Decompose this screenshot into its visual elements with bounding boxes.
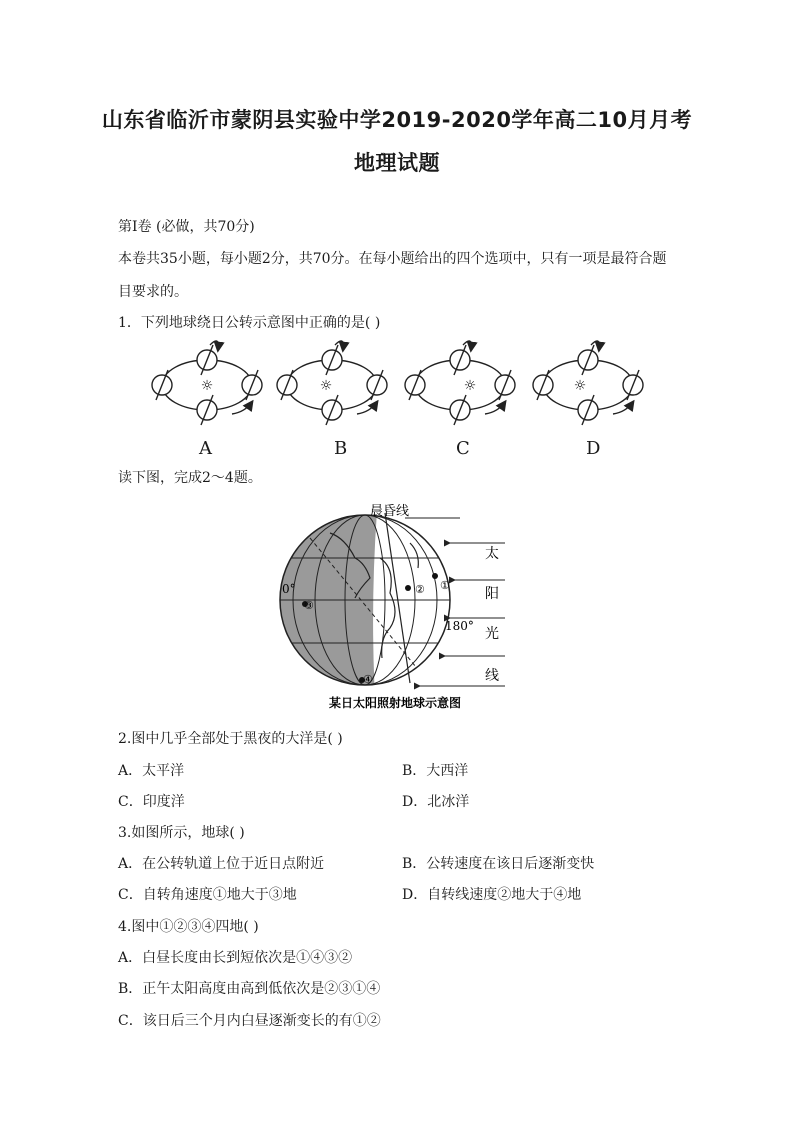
question-2-stem: 2.图中几乎全部处于黑夜的大洋是( ) (118, 731, 343, 747)
question-1-stem: 1．下列地球绕日公转示意图中正确的是( ) (118, 315, 381, 331)
document-title-line2: 地理试题 (354, 151, 440, 175)
q2-option-b[interactable]: B．大西洋 (402, 763, 469, 779)
read-figure-prompt: 读下图，完成2～4题。 (118, 470, 262, 486)
sun-icon: ☼ (200, 378, 214, 394)
q3-option-c[interactable]: C．自转角速度①地大于③地 (118, 887, 297, 903)
q1-option-b-label: B (334, 438, 348, 459)
q3-option-b[interactable]: B．公转速度在该日后逐渐变快 (402, 856, 595, 872)
section-intro-line2: 目要求的。 (118, 284, 188, 300)
q3-option-a[interactable]: A．在公转轨道上位于近日点附近 (118, 856, 325, 872)
q2-option-a[interactable]: A．太平洋 (118, 763, 185, 779)
point-label-1: ① (440, 579, 450, 592)
question-3-stem: 3.如图所示，地球( ) (118, 825, 245, 841)
q4-option-a[interactable]: A．白昼长度由长到短依次是①④③② (118, 950, 353, 966)
sun-icon: ☼ (463, 378, 477, 394)
sun-icon: ☼ (319, 378, 333, 394)
sunlight-char-1: 太 (485, 546, 499, 562)
sunlight-char-2: 阳 (485, 586, 499, 602)
point-label-4: ④ (363, 673, 373, 686)
sunlight-char-3: 光 (485, 626, 499, 642)
longitude-0-label: 0° (282, 582, 296, 596)
q1-option-a-label: A (199, 438, 212, 459)
q3-option-d[interactable]: D．自转线速度②地大于④地 (402, 887, 582, 903)
q4-option-c[interactable]: C．该日后三个月内白昼逐渐变长的有①② (118, 1013, 381, 1029)
orbit-diagram-d (533, 341, 643, 425)
terminator-label: 晨昏线 (370, 504, 410, 519)
point-label-2: ② (415, 583, 425, 596)
longitude-180-label: 180° (445, 619, 474, 633)
sunlight-char-4: 线 (485, 668, 499, 684)
section-intro-line1: 本卷共35小题，每小题2分，共70分。在每小题给出的四个选项中，只有一项是最符合题 (118, 251, 667, 267)
q1-option-c-label: C (456, 438, 470, 459)
q2-option-c[interactable]: C．印度洋 (118, 794, 185, 810)
q2-option-d[interactable]: D．北冰洋 (402, 794, 470, 810)
question-4-stem: 4.图中①②③④四地( ) (118, 919, 259, 935)
document-title-line1: 山东省临沂市蒙阴县实验中学2019-2020学年高二10月月考 (101, 108, 693, 132)
orbit-diagram-c (405, 341, 515, 425)
q1-option-d-label: D (586, 438, 601, 459)
section-heading: 第Ⅰ卷 (必做，共70分) (118, 219, 255, 235)
q4-option-b[interactable]: B．正午太阳高度由高到低依次是②③①④ (118, 981, 381, 997)
sun-icon: ☼ (573, 378, 587, 394)
point-label-3: ③ (304, 599, 314, 612)
globe-sunlight-figure (270, 498, 520, 716)
orbit-diagrams (140, 330, 670, 440)
figure-caption: 某日太阳照射地球示意图 (328, 696, 462, 710)
